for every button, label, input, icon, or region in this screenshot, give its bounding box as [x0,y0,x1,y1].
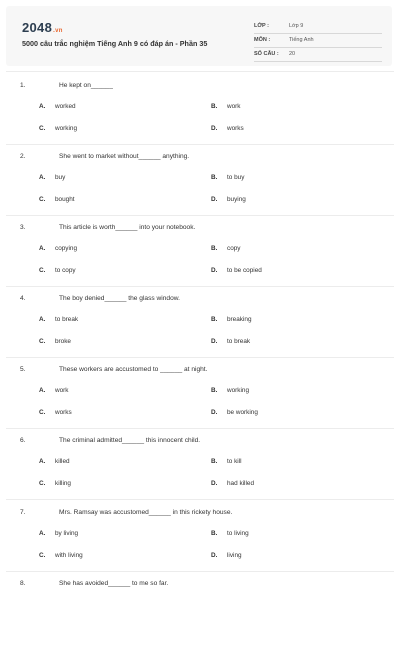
answer-option-a[interactable] [39,245,77,252]
option-text: works [227,125,244,132]
question-divider [6,571,394,572]
option-letter: A. [39,103,46,110]
option-letter: B. [211,458,218,465]
option-text: working [227,387,250,394]
option-text: copying [55,245,78,252]
question-divider [6,215,394,216]
option-letter: D. [211,552,218,559]
option-text: worked [55,103,76,110]
question-divider [6,144,394,145]
answer-option-c[interactable] [39,267,76,274]
option-letter: A. [39,387,46,394]
answer-option-c[interactable] [39,338,71,345]
question-divider [6,357,394,358]
option-text: to kill [227,458,242,465]
site-logo[interactable] [22,20,63,35]
question-text: These workers are accustomed to ______ at night. [59,366,208,373]
option-text: bought [55,196,75,203]
answer-option-c[interactable] [39,409,72,416]
option-letter: B. [211,245,218,252]
meta-grade-label: LỚP : [254,23,269,29]
question-divider [6,499,394,500]
option-letter: C. [39,196,46,203]
answer-option-d[interactable] [211,338,250,345]
option-text: to living [227,530,249,537]
question-4 [0,295,400,365]
meta-subject-value: Tiếng Anh [289,37,314,43]
meta-count-label: SỐ CÂU : [254,51,279,57]
answer-option-a[interactable] [39,174,65,181]
answer-option-d[interactable] [211,125,244,132]
question-divider [6,428,394,429]
header-panel [6,6,392,66]
option-text: with living [55,552,83,559]
answer-option-a[interactable] [39,316,78,323]
answer-option-b[interactable] [211,174,244,181]
option-letter: D. [211,480,218,487]
option-text: buy [55,174,66,181]
option-letter: D. [211,196,218,203]
logo-tld: .vn [53,28,63,34]
answer-option-b[interactable] [211,530,249,537]
option-letter: B. [211,174,218,181]
option-text: by living [55,530,79,537]
option-letter: C. [39,267,46,274]
question-number: 4. [20,295,26,302]
option-text: works [55,409,72,416]
option-letter: B. [211,387,218,394]
option-letter: D. [211,125,218,132]
answer-option-c[interactable] [39,552,83,559]
page-title: 5000 câu trắc nghiệm Tiếng Anh 9 có đáp án - Phần 35 [22,39,208,48]
question-3 [0,224,400,294]
question-number: 8. [20,580,26,587]
meta-count-value: 20 [289,51,296,57]
meta-grade-row [254,19,382,34]
meta-grade-value: Lớp 9 [289,23,304,29]
answer-option-c[interactable] [39,480,71,487]
question-5 [0,366,400,436]
option-text: to be copied [227,267,262,274]
question-number: 6. [20,437,26,444]
answer-option-d[interactable] [211,409,258,416]
option-letter: A. [39,530,46,537]
question-number: 5. [20,366,26,373]
meta-count-row [254,47,382,62]
question-divider [6,286,394,287]
question-number: 7. [20,509,26,516]
question-7 [0,509,400,579]
option-text: work [227,103,241,110]
option-letter: B. [211,530,218,537]
option-text: living [227,552,242,559]
answer-option-b[interactable] [211,103,241,110]
option-letter: C. [39,338,46,345]
answer-option-b[interactable] [211,245,241,252]
answer-option-d[interactable] [211,267,262,274]
option-text: to copy [55,267,76,274]
answer-option-c[interactable] [39,125,77,132]
question-number: 3. [20,224,26,231]
option-letter: C. [39,552,46,559]
option-text: to break [55,316,79,323]
header-divider [6,71,394,72]
option-text: copy [227,245,241,252]
option-text: buying [227,196,246,203]
option-letter: A. [39,174,46,181]
answer-option-d[interactable] [211,480,254,487]
option-letter: C. [39,125,46,132]
option-letter: A. [39,458,46,465]
option-text: killing [55,480,71,487]
question-text: The boy denied______ the glass window. [59,295,180,302]
question-number: 2. [20,153,26,160]
answer-option-d[interactable] [211,196,246,203]
option-letter: B. [211,316,218,323]
answer-option-b[interactable] [211,316,252,323]
option-letter: D. [211,267,218,274]
option-text: breaking [227,316,252,323]
option-text: working [55,125,78,132]
question-8 [0,580,400,650]
question-text: She went to market without______ anything. [59,153,190,160]
option-letter: A. [39,245,46,252]
option-text: be working [227,409,258,416]
question-number: 1. [20,82,26,89]
option-text: broke [55,338,71,345]
option-text: to buy [227,174,245,181]
question-1 [0,82,400,152]
question-text: Mrs. Ramsay was accustomed______ in this rickety house. [59,509,233,516]
meta-subject-row [254,33,382,48]
question-text: The criminal admitted______ this innocent child. [59,437,201,444]
question-6 [0,437,400,507]
meta-subject-label: MÔN : [254,37,271,43]
question-text: She has avoided______ to me so far. [59,580,169,587]
answer-option-a[interactable] [39,458,70,465]
answer-option-b[interactable] [211,458,242,465]
answer-option-a[interactable] [39,530,78,537]
answer-option-b[interactable] [211,387,249,394]
option-letter: B. [211,103,218,110]
logo-text: 2048 [22,20,53,35]
option-letter: D. [211,409,218,416]
answer-option-a[interactable] [39,387,69,394]
answer-option-a[interactable] [39,103,76,110]
question-text: This article is worth______ into your notebook. [59,224,196,231]
option-text: work [55,387,69,394]
answer-option-c[interactable] [39,196,75,203]
question-2 [0,153,400,223]
answer-option-d[interactable] [211,552,242,559]
option-letter: D. [211,338,218,345]
option-letter: C. [39,480,46,487]
question-text: He kept on______ [59,82,113,89]
option-text: killed [55,458,70,465]
option-text: had killed [227,480,255,487]
option-text: to break [227,338,251,345]
option-letter: A. [39,316,46,323]
option-letter: C. [39,409,46,416]
